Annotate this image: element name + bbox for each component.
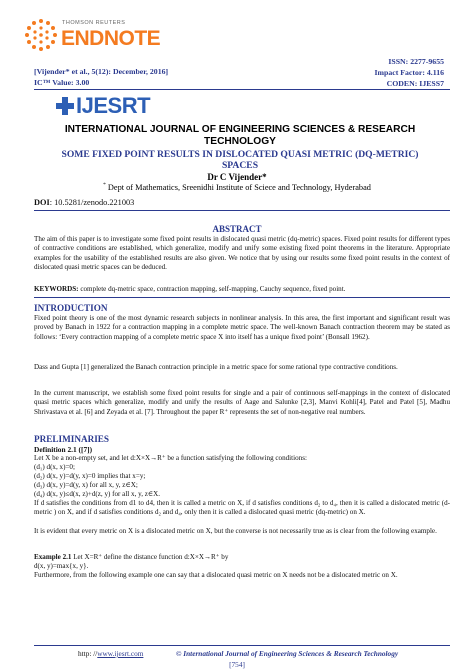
example-formula: d(x, y)=max{x, y}. (34, 562, 89, 570)
introduction-paragraph-2: Dass and Gupta [1] generalized the Banach contraction principle in a metric space for some rational type contractive conditions. (34, 363, 398, 371)
footer-http: http: // (78, 649, 98, 658)
doi-value[interactable]: : 10.5281/zenodo.221003 (49, 198, 135, 207)
header-divider (34, 89, 450, 90)
definition-heading: Definition 2.1 ([7]) (34, 445, 93, 454)
journal-title-line1: INTERNATIONAL JOURNAL OF ENGINEERING SCIENCES & RESEARCH (64, 124, 416, 135)
definition-note: It is evident that every metric on X is a dislocated metric on X, but the converse is not necessarily true as is clear from the following example. (34, 527, 437, 535)
logo-product: ENDNOTE (61, 27, 161, 50)
footer-copyright: © International Journal of Engineering Sciences & Research Technology (176, 649, 399, 658)
header-citation: [Vijender* et al., 5(12): December, 2016] (34, 67, 169, 76)
doi-divider (34, 210, 450, 211)
introduction-paragraph-3: In the current manuscript, we establish some fixed point results for single and a pair of continuous self-mappings in the context of dislocated quasi metric spaces which generalize, modify and unify the results of Aage and Salunke [2,3], Manvi Kohli[4], Patel and Patel [5], Madhu Shrivastava et al. [6] and Zeyada et al. [7]. Throughout the paper R⁺ represents the set of non-negative real numbers. (34, 389, 450, 416)
example-intro: Let X=R⁺ define the distance function d:X×X→R⁺ by (71, 553, 229, 561)
condition-d4: (d₄) d(x, y)≤d(x, z)+d(z, y) for all x, y, z∈X. (34, 490, 161, 498)
footer-url-link[interactable]: www.ijesrt.com (97, 649, 144, 658)
plus-cross-icon (56, 97, 74, 115)
definition-intro: Let X be a non-empty set, and let d:X×X→R⁺ be a function satisfying the following conditions: (34, 454, 307, 462)
thomson-reuters-dots-icon (24, 18, 58, 52)
header-impact-factor: Impact Factor: 4.116 (374, 68, 444, 77)
affiliation-mark: * (103, 182, 106, 188)
ijesrt-logo (56, 94, 150, 118)
doi (34, 198, 134, 207)
example-heading: Example 2.1 (34, 553, 72, 561)
journal-title (40, 124, 440, 148)
page-number: [754] (229, 660, 245, 669)
abstract-heading: ABSTRACT (212, 224, 262, 234)
author-name: Dr C Vijender* (207, 172, 267, 182)
keywords (34, 285, 450, 294)
example-body: Furthermore, from the following example one can say that a dislocated quasi metric on X needs not be a dislocated metric on X. (34, 571, 398, 579)
example-line (34, 553, 228, 562)
ijesrt-wordmark: IJESRT (76, 93, 151, 118)
preliminaries-heading: PRELIMINARIES (34, 434, 110, 444)
doi-label: DOI (34, 198, 50, 207)
condition-d3: (d₃) d(x, y)=d(y, x) for all x, y, z∈X; (34, 481, 138, 489)
endnote-logo (24, 14, 214, 64)
journal-title-line2: TECHNOLOGY (204, 136, 276, 147)
header-coden: CODEN: IJESS7 (386, 79, 444, 88)
keywords-label: KEYWORDS: (34, 285, 79, 293)
paper-title-line2: SPACES (221, 160, 259, 171)
condition-d1: (d₁) d(x, x)=0; (34, 463, 75, 471)
paper-title-line1: SOME FIXED POINT RESULTS IN DISLOCATED QUASI METRIC (DQ-METRIC) (61, 149, 419, 160)
introduction-heading: INTRODUCTION (34, 303, 108, 313)
logo-publisher: THOMSON REUTERS (62, 20, 126, 26)
introduction-paragraph-1: Fixed point theory is one of the most dynamic research subjects in nonlinear analysis. In this area, the first important and significant result was proved by Banach in 1922 for a contraction mapping in a complete metric space. The well-known Banach contraction theorem may be stated as follows: ‘Every contraction mapping of a complete metric space X into itself has a unique fixed point’ (Bonsall 1962). (34, 314, 450, 341)
condition-d2: (d₂) d(x, y)=d(y, x)=0 implies that x=y; (34, 472, 146, 480)
footer-divider (34, 645, 450, 646)
abstract-text: The aim of this paper is to investigate some fixed point results in dislocated quasi metric (dq-metric) spaces. Fixed point results for different types of contractive conditions are established, which generalize, modify and unify some existing fixed point theorems in the literature. Appropriate examples for the usability of the established results are also given. We notice that by using our results some fixed point results in the context of dislocated quasi metric spaces can be deduced. (34, 235, 450, 272)
author-affiliation (0, 182, 474, 192)
paper-title (40, 149, 440, 171)
header-issn: ISSN: 2277-9655 (388, 57, 444, 66)
affiliation-text: Dept of Mathematics, Sreenidhi Institute of Sciece and Technology, Hyderabad (107, 182, 371, 192)
footer-url (78, 649, 143, 658)
definition-body: If d satisfies the conditions from d1 to d4, then it is called a metric on X, if d satisfies conditions d₂ to d₄, then it is called a dislocated metric (d-metric ) on X, and if d satisfies conditions d₂ and d₄, only then it is called a dislocated quasi metric (dq-metric) on X. (34, 499, 450, 517)
keywords-divider (34, 297, 450, 298)
header-ic-value: IC™ Value: 3.00 (34, 78, 90, 87)
keywords-text: complete dq-metric space, contraction mapping, self-mapping, Cauchy sequence, fixed point. (78, 285, 346, 293)
